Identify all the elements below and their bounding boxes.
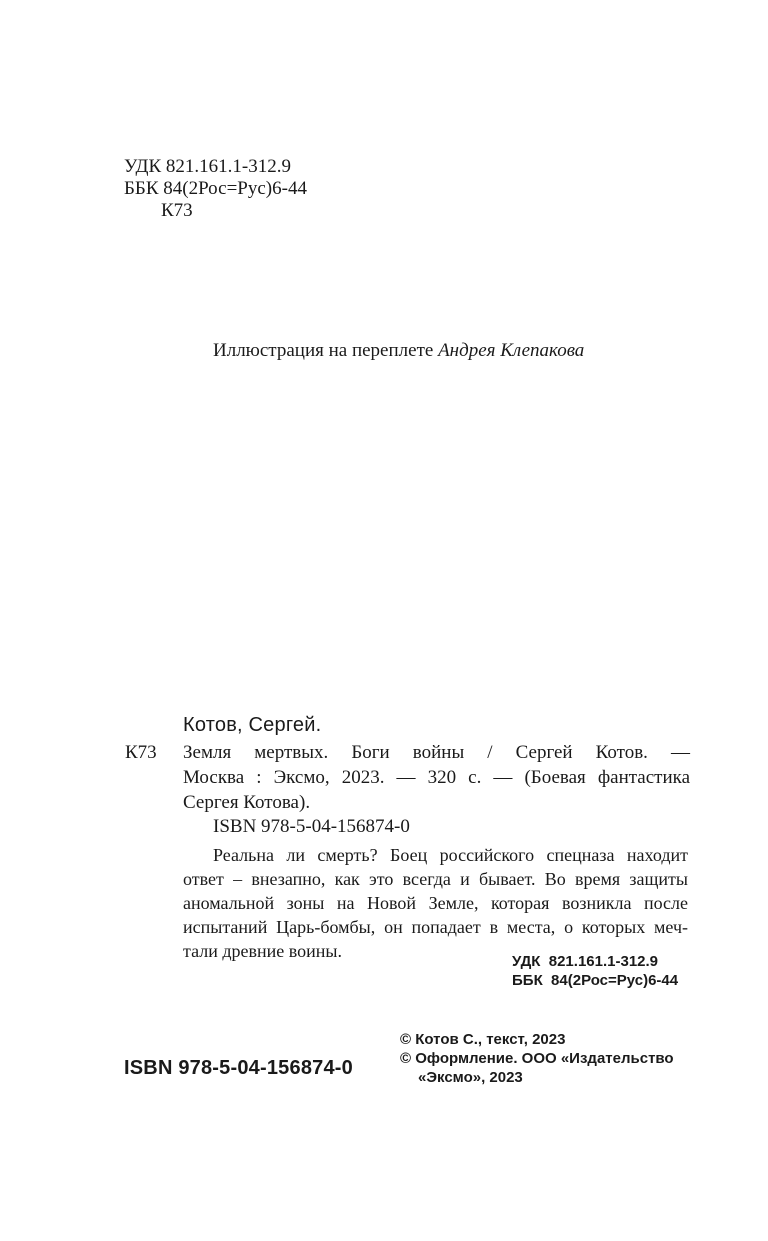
- annotation-line-5: тали древние воины.: [183, 941, 342, 961]
- biblio-line-2: Москва : Эксмо, 2023. — 320 с. — (Боевая фантастика: [183, 767, 690, 788]
- annotation: [183, 843, 688, 963]
- record-author-mark: К73: [125, 742, 157, 763]
- record-isbn: ISBN 978-5-04-156874-0: [213, 816, 410, 837]
- copyright-publisher: «Эксмо», 2023: [418, 1069, 523, 1086]
- record-udk: УДК 821.161.1-312.9: [512, 953, 659, 970]
- copyright-block: [400, 1030, 674, 1087]
- isbn-bottom: ISBN 978-5-04-156874-0: [124, 1057, 353, 1079]
- top-author-mark: К73: [161, 200, 193, 221]
- annotation-line-4: испытаний Царь-бомбы, он попадает в места, о которых меч-: [183, 917, 688, 937]
- illustration-credit: [213, 340, 584, 362]
- biblio-line-1: Земля мертвых. Боги войны / Сергей Котов. —: [183, 742, 690, 763]
- illustration-prefix: Иллюстрация на переплете: [213, 340, 434, 361]
- annotation-line-1: Реальна ли смерть? Боец российского спецназа находит: [213, 845, 688, 865]
- biblio-line-3: Сергея Котова).: [183, 792, 311, 813]
- record-biblio: [183, 740, 690, 815]
- annotation-line-3: аномальной зоны на Новой Земле, которая возникла после: [183, 893, 688, 913]
- annotation-line-2: ответ – внезапно, как это всегда и бывает. Во время защиты: [183, 869, 688, 889]
- record-bbk: ББК 84(2Рос=Рус)6-44: [512, 972, 679, 989]
- top-bbk: ББК 84(2Рос=Рус)6-44: [124, 178, 307, 199]
- top-udk: УДК 821.161.1-312.9: [124, 156, 291, 177]
- copyright-author: © Котов С., текст, 2023: [400, 1031, 566, 1048]
- illustration-artist: Андрея Клепакова: [438, 340, 585, 361]
- record-author: Котов, Сергей.: [183, 714, 322, 736]
- copyright-design: © Оформление. ООО «Издательство: [400, 1050, 674, 1067]
